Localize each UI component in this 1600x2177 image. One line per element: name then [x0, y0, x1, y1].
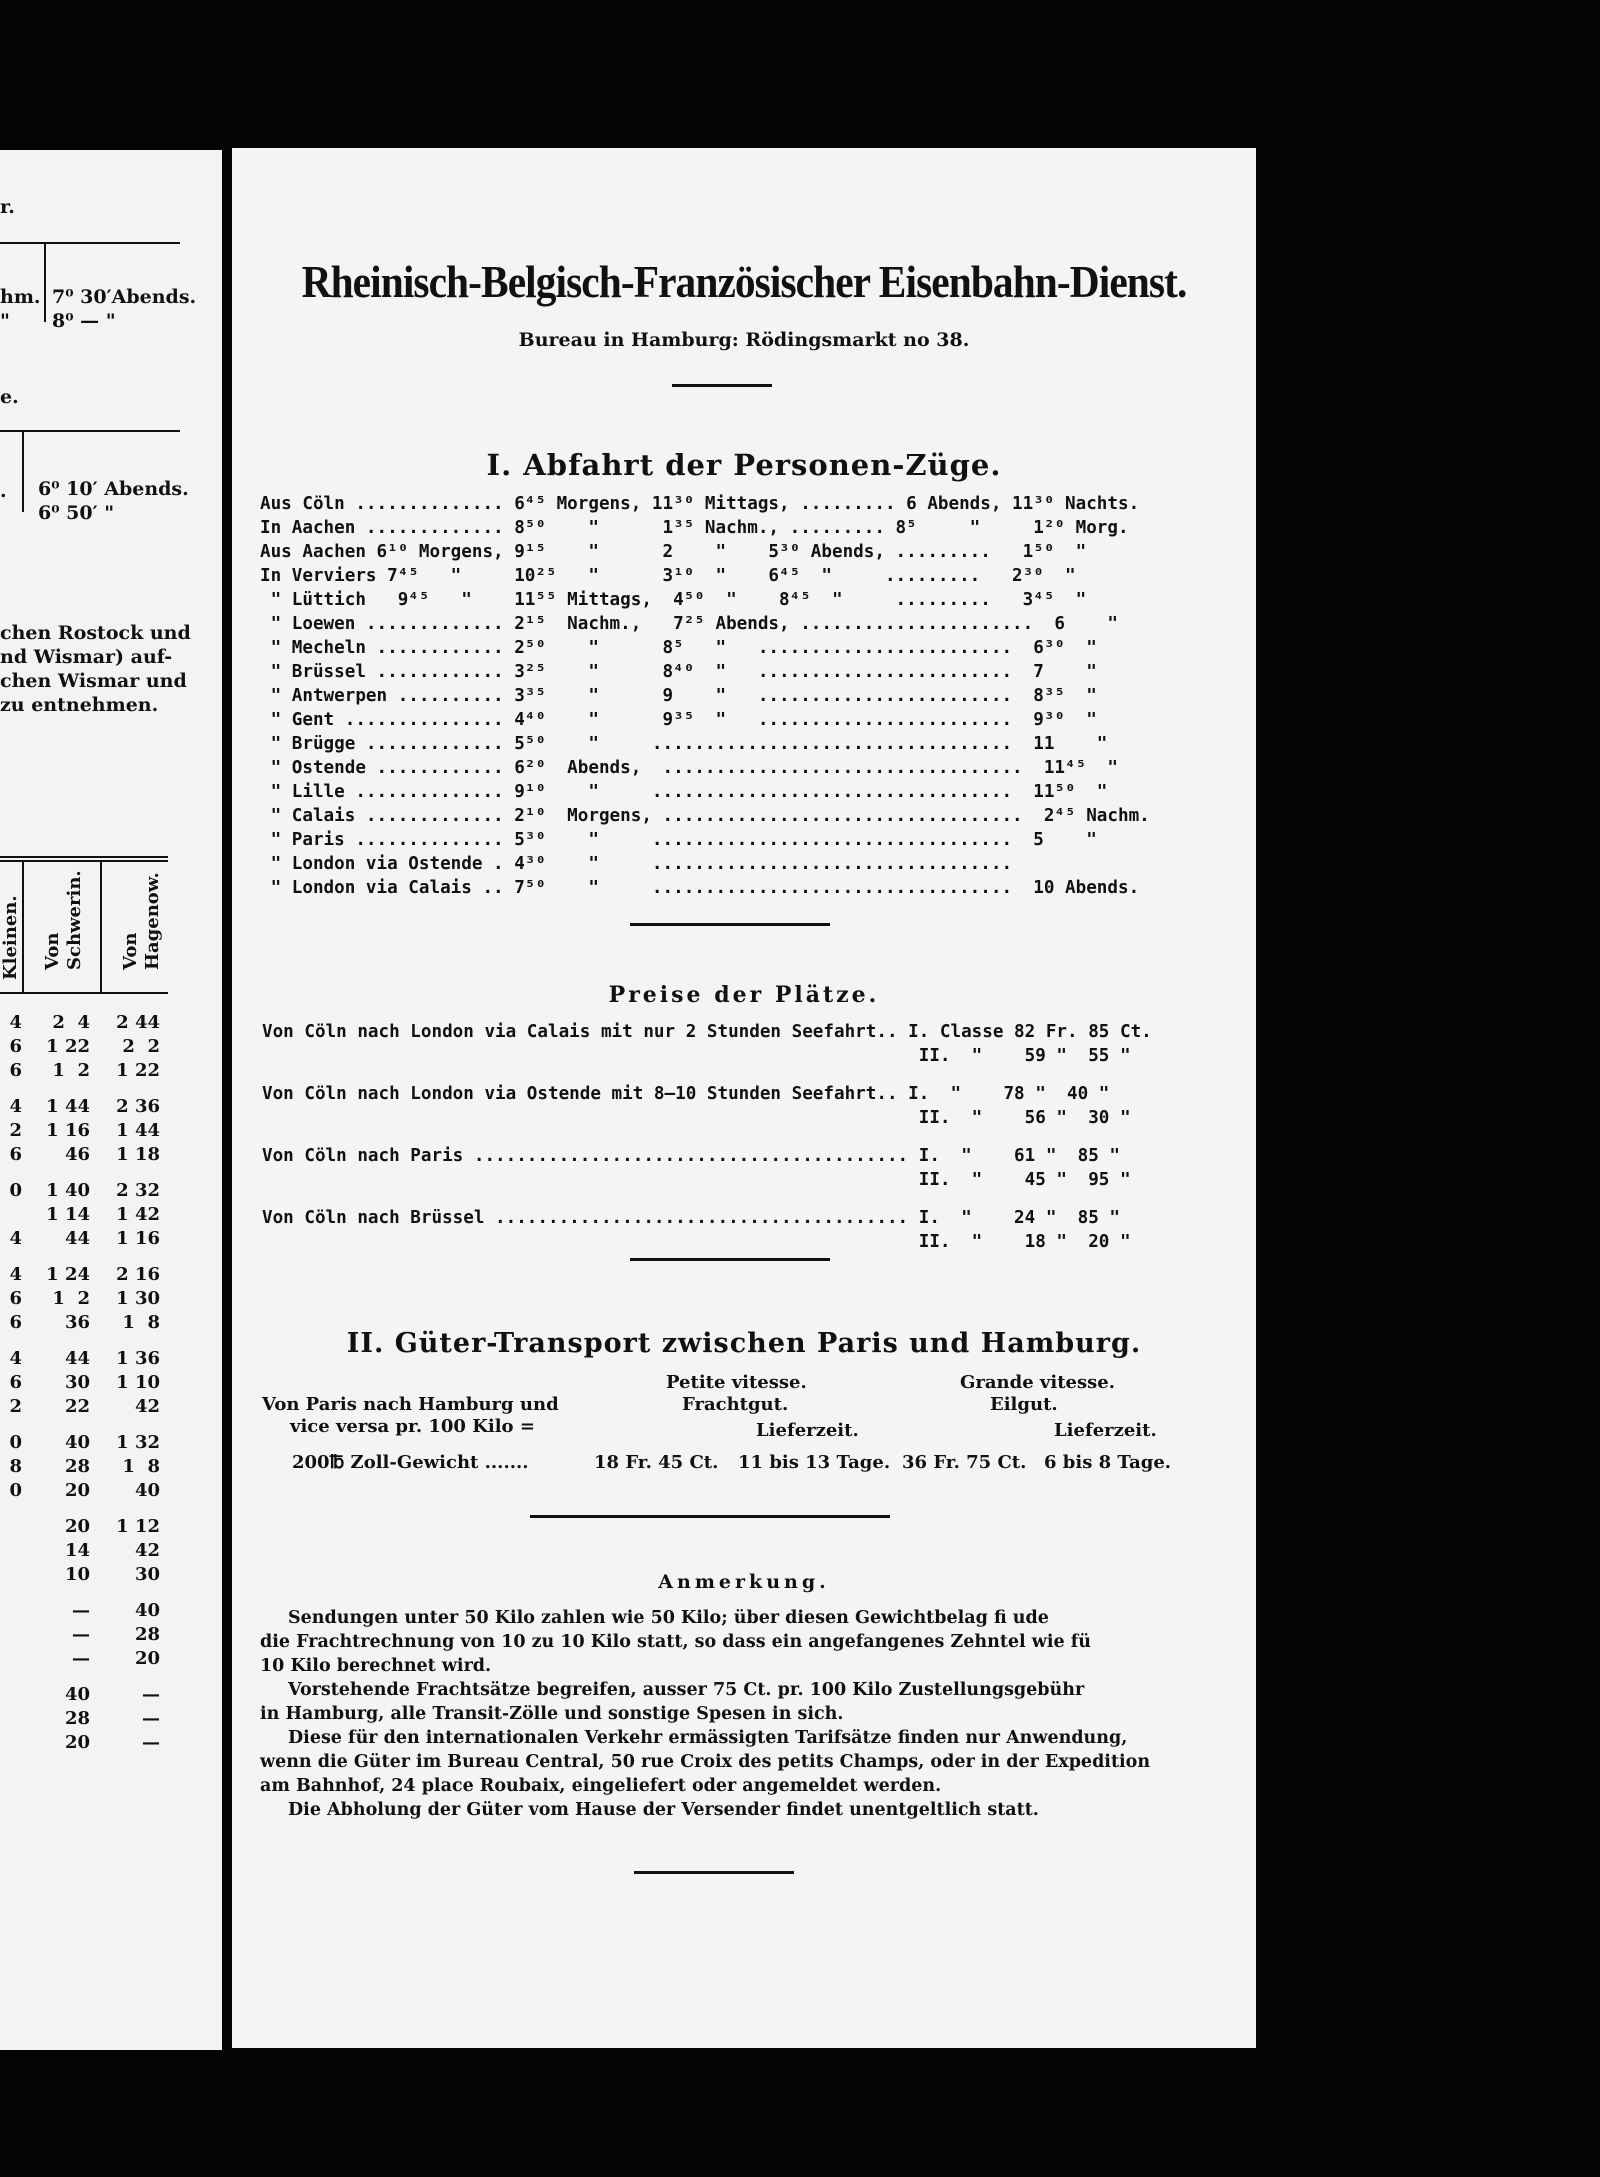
grande-price: 36 Fr. 75 Ct.	[902, 1452, 1027, 1473]
frachtgut-label: Frachtgut.	[682, 1394, 789, 1415]
departure-row: " Lüttich 9⁴⁵ " 11⁵⁵ Mittags, 4⁵⁰ " 8⁴⁵ " ......... 3⁴⁵ "	[260, 590, 1087, 610]
grande-vitesse-label: Grande vitesse.	[960, 1372, 1115, 1393]
left-table-cell: 6	[9, 1144, 22, 1165]
left-table-cell: 1 16	[46, 1120, 90, 1141]
left-table-cell: 40	[64, 1684, 90, 1705]
left-table-cell: 2	[9, 1396, 22, 1417]
price-row: II. " 18 " 20 "	[262, 1232, 1131, 1252]
left-fragment-text: zu entnehmen.	[0, 694, 159, 716]
note-text	[260, 1606, 1150, 1822]
left-table-cell: 46	[64, 1144, 90, 1165]
departure-row: In Verviers 7⁴⁵ " 10²⁵ " 3¹⁰ " 6⁴⁵ " ......... 2³⁰ "	[260, 566, 1076, 586]
left-table-cell: 42	[134, 1540, 160, 1561]
freight-weight: 200℔ Zoll-Gewicht .......	[292, 1452, 529, 1473]
departure-table	[260, 492, 1150, 900]
left-table-cell: —	[72, 1624, 90, 1645]
left-fragment-text: .	[0, 480, 7, 502]
note-line: Sendungen unter 50 Kilo zahlen wie 50 Kilo; über diesen Gewichtbelag fi ude	[288, 1608, 1049, 1628]
left-table-cell: 6	[9, 1288, 22, 1309]
left-table-cell: 1 2	[52, 1060, 90, 1081]
left-table-cell: 1 40	[46, 1180, 90, 1201]
left-fragment-time: 7⁰ 30′Abends.	[52, 286, 197, 308]
divider	[530, 1515, 890, 1518]
departure-row: " Mecheln ............ 2⁵⁰ " 8⁵ " ........................ 6³⁰ "	[260, 638, 1097, 658]
left-table-cell: 44	[64, 1348, 90, 1369]
price-row: II. " 59 " 55 "	[262, 1046, 1131, 1066]
left-table-cell: 8	[9, 1456, 22, 1477]
left-table-cell: 1 22	[46, 1036, 90, 1057]
note-line: Die Abholung der Güter vom Hause der Versender findet unentgeltlich statt.	[288, 1800, 1039, 1820]
left-table-cell: 4	[9, 1012, 22, 1033]
section-heading-departures: I. Abfahrt der Personen-Züge.	[486, 448, 1002, 482]
departure-row: " London via Ostende . 4³⁰ " ..................................	[260, 854, 1013, 874]
departure-row: " Loewen ............. 2¹⁵ Nachm., 7²⁵ Abends, ...................... 6 "	[260, 614, 1118, 634]
column-header: Von Hagenow.	[120, 872, 163, 970]
divider	[0, 430, 180, 432]
divider	[0, 856, 168, 858]
petite-price: 18 Fr. 45 Ct.	[594, 1452, 719, 1473]
left-fragment-text: r.	[0, 196, 15, 218]
left-table-cell: 1 8	[122, 1456, 160, 1477]
price-row: Von Cöln nach Paris ......................................... I. " 61 " 85 "	[262, 1146, 1120, 1166]
lieferzeit-label: Lieferzeit.	[756, 1420, 859, 1441]
note-line: die Frachtrechnung von 10 zu 10 Kilo statt, so dass ein angefangenes Zehntel wie fü	[260, 1632, 1091, 1652]
left-table-cell: 1 42	[116, 1204, 160, 1225]
left-table-cell: 40	[64, 1432, 90, 1453]
left-table-cell: 4	[9, 1348, 22, 1369]
left-table-cell: 42	[134, 1396, 160, 1417]
departure-row: Aus Aachen 6¹⁰ Morgens, 9¹⁵ " 2 " 5³⁰ Abends, ......... 1⁵⁰ "	[260, 542, 1087, 562]
divider	[22, 432, 24, 512]
departure-row: " Brüssel ............ 3²⁵ " 8⁴⁰ " ........................ 7 "	[260, 662, 1097, 682]
departure-row: " Lille .............. 9¹⁰ " .................................. 11⁵⁰ "	[260, 782, 1108, 802]
price-row: II. " 45 " 95 "	[262, 1170, 1131, 1190]
left-table-cell: 6	[9, 1372, 22, 1393]
left-table-cell: 0	[9, 1480, 22, 1501]
left-table-cell: 2 2	[122, 1036, 160, 1057]
freight-unit: vice versa pr. 100 Kilo =	[290, 1416, 535, 1437]
section-heading-freight: II. Güter-Transport zwischen Paris und Hamburg.	[346, 1328, 1142, 1359]
left-fragment-text: "	[0, 310, 10, 332]
section-heading-prices: Preise der Plätze.	[608, 982, 880, 1008]
price-row: Von Cöln nach London via Calais mit nur 2 Stunden Seefahrt.. I. Classe 82 Fr. 85 Ct.	[262, 1022, 1152, 1042]
divider	[634, 1871, 794, 1874]
divider	[0, 992, 168, 994]
lieferzeit-label: Lieferzeit.	[1054, 1420, 1157, 1441]
divider	[22, 862, 24, 992]
left-table-cell: —	[142, 1708, 160, 1729]
left-fragment-time: 6⁰ 10′ Abends.	[38, 478, 189, 500]
left-table-cell: 28	[134, 1624, 160, 1645]
left-table-cell: 4	[9, 1096, 22, 1117]
left-table-cell: 2 32	[116, 1180, 160, 1201]
left-table-cell: 20	[134, 1648, 160, 1669]
divider	[630, 923, 830, 926]
left-page-fragment	[0, 150, 222, 2050]
departure-row: " Ostende ............ 6²⁰ Abends, .................................. 11⁴⁵ "	[260, 758, 1118, 778]
left-fragment-time: 6⁰ 50′ "	[38, 502, 115, 524]
page-title: Rheinisch-Belgisch-Französischer Eisenbahn-Dienst.	[301, 257, 1187, 307]
left-table-cell: —	[72, 1600, 90, 1621]
petite-vitesse-label: Petite vitesse.	[666, 1372, 807, 1393]
left-fragment-text: hm.	[0, 286, 41, 308]
departure-row: " Brügge ............. 5⁵⁰ " .................................. 11 "	[260, 734, 1108, 754]
left-table-cell: 40	[134, 1600, 160, 1621]
left-table-cell: 1 12	[116, 1516, 160, 1537]
left-fragment-text: chen Wismar und	[0, 670, 187, 692]
left-table-cell: 28	[64, 1456, 90, 1477]
divider	[100, 862, 102, 992]
divider	[0, 242, 180, 244]
departure-row: Aus Cöln .............. 6⁴⁵ Morgens, 11³⁰ Mittags, ......... 6 Abends, 11³⁰ Nachts.	[260, 494, 1140, 514]
left-table-cell: 1 24	[46, 1264, 90, 1285]
petite-time: 11 bis 13 Tage.	[738, 1452, 891, 1473]
note-line: wenn die Güter im Bureau Central, 50 rue Croix des petits Champs, oder in der Expedition	[260, 1752, 1151, 1772]
left-table-cell: 22	[64, 1396, 90, 1417]
left-table-cell: 28	[64, 1708, 90, 1729]
left-table-cell: 1 44	[116, 1120, 160, 1141]
eilgut-label: Eilgut.	[990, 1394, 1058, 1415]
left-table-cell: 1 8	[122, 1312, 160, 1333]
left-fragment-text: e.	[0, 386, 19, 408]
left-table-cell: 1 44	[46, 1096, 90, 1117]
timetable-page	[232, 148, 1256, 2048]
left-table-cell: 20	[64, 1516, 90, 1537]
left-table-cell: 20	[64, 1480, 90, 1501]
left-table-cell: 1 16	[116, 1228, 160, 1249]
left-table-cell: —	[142, 1732, 160, 1753]
departure-row: " Antwerpen .......... 3³⁵ " 9 " ........................ 8³⁵ "	[260, 686, 1097, 706]
left-table-cell: 2	[9, 1120, 22, 1141]
departure-row: " Gent ............... 4⁴⁰ " 9³⁵ " ........................ 9³⁰ "	[260, 710, 1097, 730]
note-line: Vorstehende Frachtsätze begreifen, ausser 75 Ct. pr. 100 Kilo Zustellungsgebühr	[288, 1680, 1085, 1700]
bureau-address: Bureau in Hamburg: Rödingsmarkt no 38.	[518, 329, 970, 351]
divider	[630, 1258, 830, 1261]
note-line: in Hamburg, alle Transit-Zölle und sonstige Spesen in sich.	[260, 1704, 844, 1724]
price-table	[262, 1020, 1152, 1268]
left-table-cell: 1 22	[116, 1060, 160, 1081]
left-table-cell: 6	[9, 1312, 22, 1333]
column-header: Kleinen.	[0, 895, 21, 980]
left-fragment-text: chen Rostock und	[0, 622, 191, 644]
left-table-cell: 2 36	[116, 1096, 160, 1117]
note-heading: Anmerkung.	[658, 1571, 830, 1593]
note-line: Diese für den internationalen Verkehr ermässigten Tarifsätze finden nur Anwendung,	[288, 1728, 1128, 1748]
divider	[44, 242, 46, 322]
left-table-cell: 30	[64, 1372, 90, 1393]
left-fragment-text: nd Wismar) auf-	[0, 646, 173, 668]
price-row: Von Cöln nach Brüssel ....................................... I. " 24 " 85 "	[262, 1208, 1120, 1228]
price-row: II. " 56 " 30 "	[262, 1108, 1131, 1128]
left-table-cell: 4	[9, 1264, 22, 1285]
left-table-cell: 1 10	[116, 1372, 160, 1393]
departure-row: " London via Calais .. 7⁵⁰ " .................................. 10 Abends.	[260, 878, 1140, 898]
price-row: Von Cöln nach London via Ostende mit 8—10 Stunden Seefahrt.. I. " 78 " 40 "	[262, 1084, 1110, 1104]
left-table-cell: 1 2	[52, 1288, 90, 1309]
left-table-cell: 20	[64, 1732, 90, 1753]
left-table-cell: 40	[134, 1480, 160, 1501]
left-table-cell: 30	[134, 1564, 160, 1585]
departure-row: " Calais ............. 2¹⁰ Morgens, .................................. 2⁴⁵ Nachm.	[260, 806, 1150, 826]
left-table-cell: 1 18	[116, 1144, 160, 1165]
grande-time: 6 bis 8 Tage.	[1044, 1452, 1172, 1473]
left-table-cell: —	[142, 1684, 160, 1705]
left-table-cell: 36	[64, 1312, 90, 1333]
left-table-cell: 1 36	[116, 1348, 160, 1369]
left-table-cell: 6	[9, 1060, 22, 1081]
left-table-cell: 1 14	[46, 1204, 90, 1225]
left-table-cell: 2 4	[52, 1012, 90, 1033]
left-fragment-time: 8⁰ — "	[52, 310, 116, 332]
divider	[672, 384, 772, 387]
note-line: am Bahnhof, 24 place Roubaix, eingeliefert oder angemeldet werden.	[260, 1776, 942, 1796]
departure-row: " Paris .............. 5³⁰ " .................................. 5 "	[260, 830, 1097, 850]
left-table-cell: 4	[9, 1228, 22, 1249]
note-line: 10 Kilo berechnet wird.	[260, 1656, 492, 1676]
left-table-cell: 10	[64, 1564, 90, 1585]
left-table-cell: 2 16	[116, 1264, 160, 1285]
left-table-cell: 6	[9, 1036, 22, 1057]
left-table-cell: 0	[9, 1432, 22, 1453]
left-table-cell: 14	[64, 1540, 90, 1561]
left-table-cell: 1 30	[116, 1288, 160, 1309]
left-table-cell: —	[72, 1648, 90, 1669]
left-table-cell: 2 44	[116, 1012, 160, 1033]
departure-row: In Aachen ............. 8⁵⁰ " 1³⁵ Nachm., ......... 8⁵ " 1²⁰ Morg.	[260, 518, 1129, 538]
left-table-cell: 1 32	[116, 1432, 160, 1453]
column-header: Von Schwerin.	[42, 870, 85, 970]
left-table-cell: 0	[9, 1180, 22, 1201]
left-table-cell: 44	[64, 1228, 90, 1249]
freight-route: Von Paris nach Hamburg und	[262, 1394, 559, 1415]
